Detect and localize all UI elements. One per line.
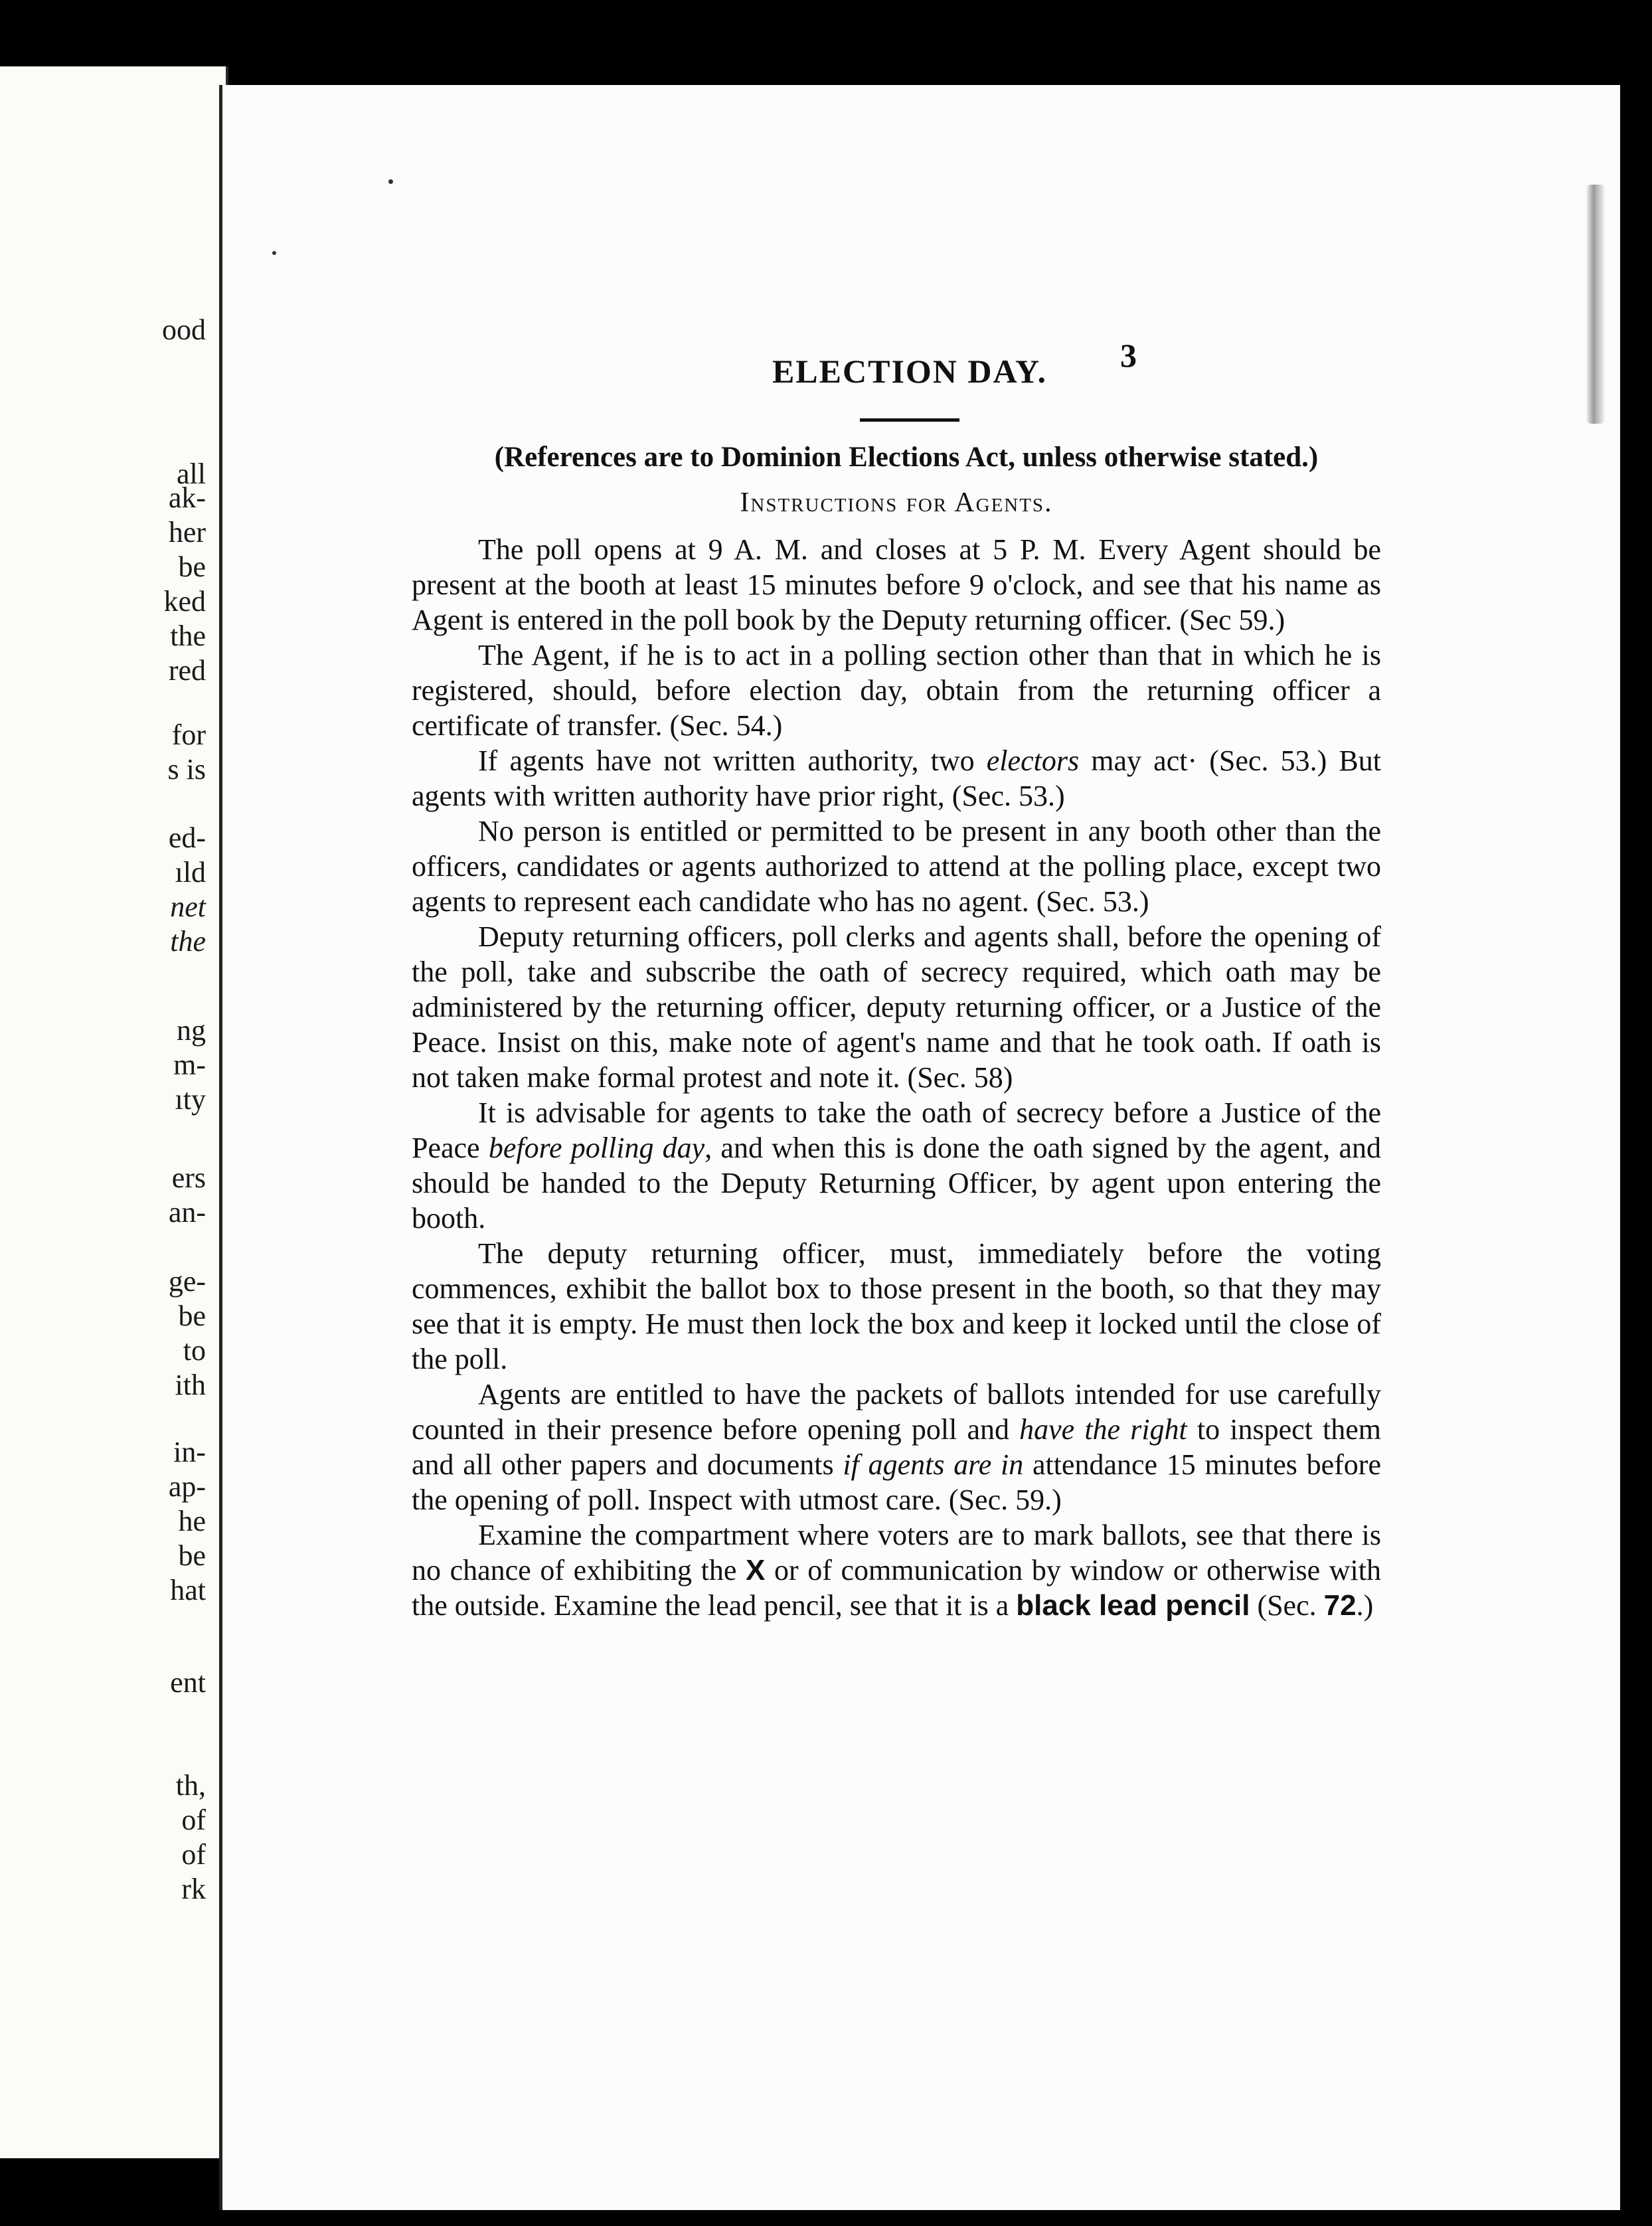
paragraph-text: , and when this is done the oath signed by the agent, and should be handed to the Deputy Returning Officer, by agent upon entering the booth.	[412, 1132, 1382, 1235]
facing-text: for	[171, 719, 206, 751]
facing-text: ıld	[175, 856, 206, 889]
paragraph-text: The Agent, if he is to act in a polling section other than that in which he is registered, should, before election day, obtain from the returning officer a certificate of transfer. (Sec. 54.)	[412, 639, 1381, 742]
facing-text: to	[183, 1334, 206, 1367]
paragraph-text: Deputy returning officers, poll clerks and agents shall, before the opening of the poll, take and subscribe the oath of secrecy required, which oath may be administered by the returning officer, deputy returning officer, or a Justice of the Peace. Insist on this, make note of agent's name and that he took oath. If oath is not taken make formal protest and note it. (Sec. 58)	[412, 920, 1381, 1094]
bold-text: X	[746, 1554, 766, 1586]
facing-text: ked	[163, 585, 206, 618]
facing-text: hat	[170, 1574, 206, 1606]
facing-text: he	[178, 1505, 206, 1537]
facing-text: of	[181, 1838, 206, 1871]
paragraph-text: Examine the compartment where voters are to mark ballots, see that there is no chance of exhibiting the	[412, 1519, 1381, 1586]
print-speck	[272, 251, 276, 255]
paragraph-text: to inspect them and all other papers and documents	[412, 1413, 1381, 1481]
paragraph-authority	[412, 743, 1381, 813]
paragraph-poll-hours	[412, 532, 1381, 638]
paragraph-text: may act· (Sec. 53.) But agents with written authority have prior right, (Sec. 53.)	[412, 744, 1381, 812]
paragraph-presence	[412, 813, 1381, 919]
facing-text: an-	[168, 1196, 206, 1229]
paragraph-text: It is advisable for agents to take the oath of secrecy before a Justice of the Peace	[412, 1096, 1381, 1164]
facing-text: m-	[173, 1049, 206, 1081]
page-title: ELECTION DAY.	[772, 353, 1048, 390]
print-speck	[388, 179, 393, 184]
paragraph-ballot-box	[412, 1236, 1381, 1377]
facing-text: ng	[177, 1014, 206, 1047]
facing-text: ak-	[168, 481, 206, 514]
paragraph-text: Agents are entitled to have the packets of ballots intended for use carefully counted in their presence before opening poll and	[412, 1378, 1381, 1446]
facing-text: net	[170, 891, 206, 923]
facing-text: ed-	[168, 821, 206, 854]
facing-text: ap-	[168, 1470, 206, 1503]
paragraph-oath-of-secrecy	[412, 919, 1381, 1095]
paragraph-text: .)	[1356, 1589, 1374, 1622]
facing-text: be	[178, 1300, 206, 1332]
paragraph-text: The poll opens at 9 A. M. and closes at 5 P. M. Every Agent should be present at the booth at least 15 minutes before 9 o'clock, and see that his name as Agent is entered in the poll book by the Deputy returning officer. (Sec 59.)	[412, 533, 1381, 636]
reference-note: (References are to Dominion Elections Act, unless otherwise stated.)	[494, 442, 1319, 473]
facing-text: all	[177, 458, 206, 490]
facing-text: in-	[173, 1436, 206, 1468]
facing-text: ood	[162, 313, 206, 346]
facing-text: ıty	[175, 1083, 206, 1116]
facing-text: ers	[171, 1161, 206, 1194]
paragraph-ballot-packets	[412, 1377, 1381, 1517]
facing-text: be	[178, 1539, 206, 1572]
bold-text: black lead pencil	[1016, 1589, 1250, 1622]
italic-text: have the right	[1019, 1413, 1187, 1446]
italic-text: electors	[986, 744, 1080, 777]
facing-text: her	[168, 516, 206, 549]
italic-text: if agents are in	[843, 1448, 1024, 1481]
facing-text: ent	[170, 1666, 206, 1699]
paragraph-text: The deputy returning officer, must, immediately before the voting commences, exhibit the ballot box to those present in the booth, so that they may see that it is empty. He must then lock the box and keep it locked until the close of the poll.	[412, 1237, 1381, 1375]
facing-page-fragment	[0, 66, 228, 2158]
facing-text: the	[170, 620, 206, 652]
facing-text: th,	[175, 1769, 206, 1802]
italic-text: before polling day	[488, 1132, 705, 1164]
facing-text: of	[181, 1804, 206, 1836]
section-subheading: Instructions for Agents.	[740, 487, 1053, 518]
facing-text: rk	[181, 1873, 206, 1905]
facing-text: be	[178, 551, 206, 583]
paragraph-justice-of-peace	[412, 1095, 1381, 1236]
paragraph-compartment	[412, 1517, 1381, 1623]
page-content	[412, 352, 1381, 1623]
paragraph-text: attendance 15 minutes before the opening of poll. Inspect with utmost care. (Sec. 59.)	[412, 1448, 1381, 1516]
paragraph-text: or of communication by window or otherwise with the outside. Examine the lead pencil, see that it is a	[412, 1554, 1381, 1622]
paragraph-transfer	[412, 638, 1381, 743]
facing-text: s is	[167, 753, 206, 786]
paragraph-text: (Sec.	[1250, 1589, 1324, 1622]
facing-text: ith	[175, 1369, 206, 1401]
paragraph-text: No person is entitled or permitted to be present in any booth other than the officers, candidates or agents authorized to attend at the polling place, except two agents to represent each candidate who has no agent. (Sec. 53.)	[412, 815, 1381, 918]
page-number: 3	[1120, 337, 1137, 374]
title-rule	[860, 418, 959, 422]
facing-text: ge-	[168, 1265, 206, 1298]
bold-text: 72	[1323, 1589, 1357, 1622]
page-edge-wear	[1586, 185, 1606, 424]
facing-text: the	[170, 925, 206, 958]
facing-text: red	[168, 654, 206, 687]
paragraph-text: If agents have not written authority, two	[478, 744, 987, 777]
